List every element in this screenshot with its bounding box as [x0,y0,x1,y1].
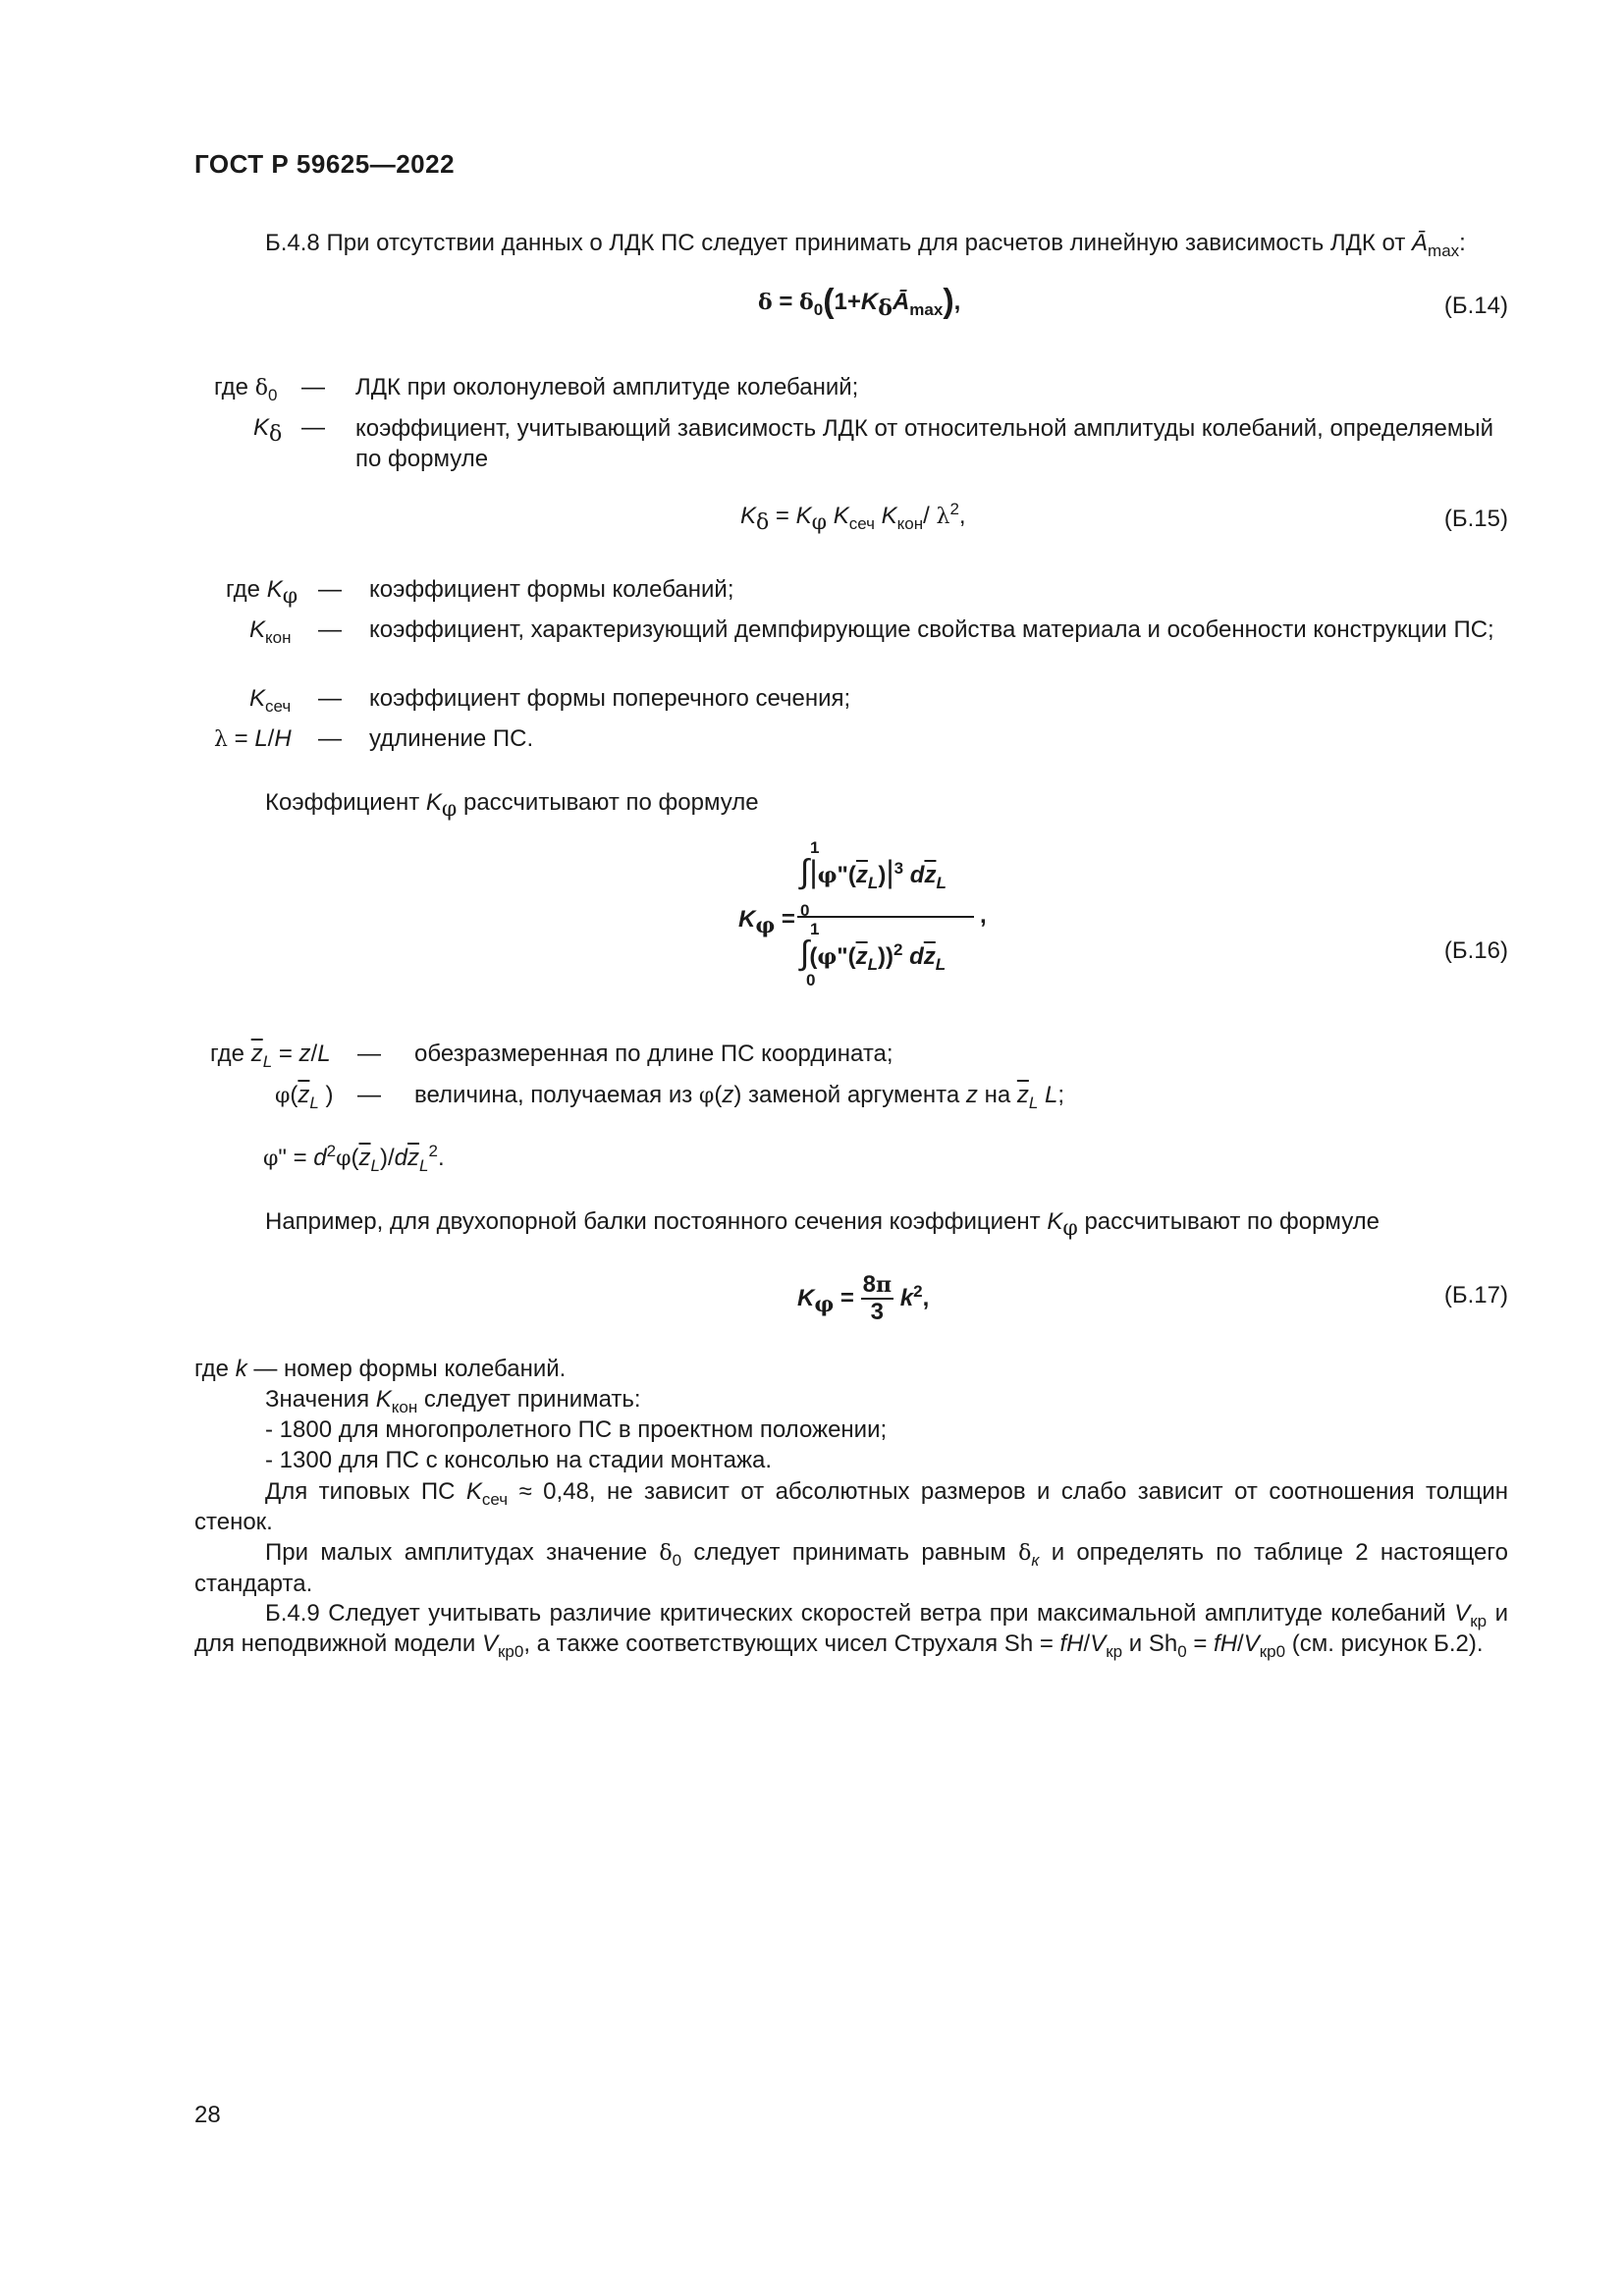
where-label: где $\overline{z}_L = z/L$ [210,1041,331,1071]
formula-b15: $K_\delta = K_\varphi$ $K_{сеч}$ $K_{кон}/$ $\lambda^2$, [740,500,966,535]
where-dash: — [301,374,325,400]
where-desc-lambda: удлинение ПС. [369,725,534,752]
where-desc-kkon: коэффициент, характеризующий демпфирующие свойства материала и особенности конструкции ПС; [369,616,1494,643]
formula-b16-numerator: 1 $\int|\varphi"(\overline{z}_L)|^3$ $d\overline{z}_L$ [800,838,947,892]
paragraph-typical: Для типовых ПС $K_{сеч} \approx 0,48$, не зависит от абсолютных размеров и слабо зависит от соотношения толщин стенок. [194,1478,1509,1535]
equation-number-b16: (Б.16) [1443,937,1508,964]
paragraph-kphi: Коэффициент $K_\varphi$ рассчитывают по формуле [265,789,759,822]
where-label: где $K_\varphi$ [226,576,298,609]
where-dash: — [318,576,342,603]
page-number: 28 [194,2102,221,2128]
list-item: - 1800 для многопролетного ПС в проектном положении; [265,1416,888,1443]
formula-b14: $\delta = \delta_0(1+K_\delta Ā_{max})$, [758,283,961,321]
where-dash: — [318,616,342,643]
formula-b16-comma: , [980,902,987,929]
where-desc-delta0: ЛДК при околонулевой амплитуде колебаний; [355,374,859,400]
where-desc-ksech: коэффициент формы поперечного сечения; [369,685,851,712]
formula-b17: $K_\varphi$ = $\frac{8\pi}{3}$ $k^2$, [797,1271,930,1325]
paragraph-b49: Б.4.9 Следует учитывать различие критических скоростей ветра при максимальной амплитуде колебаний $V_{кр}$ и для неподвижной модели $V_{кр0}$, а также соответствующих чисел Струхаля $Sh = fH/V_{кр}$ и $Sh_0 = fH/V_{кр0}$ (см. рисунок Б.2). [194,1600,1508,1661]
formula-b16-limit: 0 [800,901,810,920]
paragraph-k: где k — номер формы колебаний. [194,1356,567,1382]
formula-b16-lhs: $K_\varphi$ = [738,906,795,938]
where-dash: — [318,725,342,752]
where-desc-zl: обезразмеренная по длине ПС координата; [414,1041,893,1067]
where-symbol-phi: $\varphi(\overline{z}_L$ ) [275,1082,334,1112]
where-dash: — [357,1041,381,1067]
paragraph-b48-text: Б.4.8 При отсутствии данных о ЛДК ПС следует принимать для расчетов линейную зависимость ЛДК от [265,230,1406,256]
where-desc-phi: величина, получаемая из φ(z) заменой аргумента z на $\overline{z}_L$ L; [414,1082,1065,1112]
where-symbol-ksech: $K_{сеч}$ [249,685,292,716]
equation-number-b15: (Б.15) [1443,506,1508,532]
where-dash: — [301,414,325,441]
where-symbol-kkon: $K_{кон}$ [249,616,292,647]
page-header: ГОСТ Р 59625—2022 [194,149,456,179]
where-symbol-kdelta: $K_\delta$ [253,414,283,447]
where-desc-kdelta: коэффициент, учитывающий зависимость ЛДК от относительной амплитуды колебаний, определяемый по формуле [355,415,1494,472]
list-item: - 1300 для ПС с консолью на стадии монтажа. [265,1447,773,1473]
where-dash: — [357,1082,381,1108]
where-desc-kphi: коэффициент формы колебаний; [369,576,734,603]
where-label: где $\delta_0$ [214,374,278,404]
equation-number-b17: (Б.17) [1443,1282,1508,1308]
equation-number-b14: (Б.14) [1443,293,1508,319]
paragraph-small-amplitudes: При малых амплитудах значение $\delta_0$ следует принимать равным $\delta_к$ и определять по таблице 2 настоящего стандарта. [194,1539,1508,1597]
formula-phi-second-derivative: φ" = $d^2\varphi(\overline{z}_L)/d\overline{z}_L^2$. [263,1142,445,1175]
paragraph-example: Например, для двухопорной балки постоянного сечения коэффициент $K_\varphi$ рассчитывают по формуле [265,1208,1380,1241]
where-dash: — [318,685,342,712]
where-symbol-lambda: λ = L/H [214,725,292,752]
paragraph-b48: Б.4.8 При отсутствии данных о ЛДК ПС следует принимать для расчетов линейную зависимость ЛДК от $Ā_{max}$: [265,230,1466,260]
formula-b16-denominator: 1 $\int(\varphi"(\overline{z}_L))^2$ $d\overline{z}_L$ 0 [800,920,947,989]
paragraph-kkon: Значения $K_{кон}$ следует принимать: [265,1386,641,1416]
